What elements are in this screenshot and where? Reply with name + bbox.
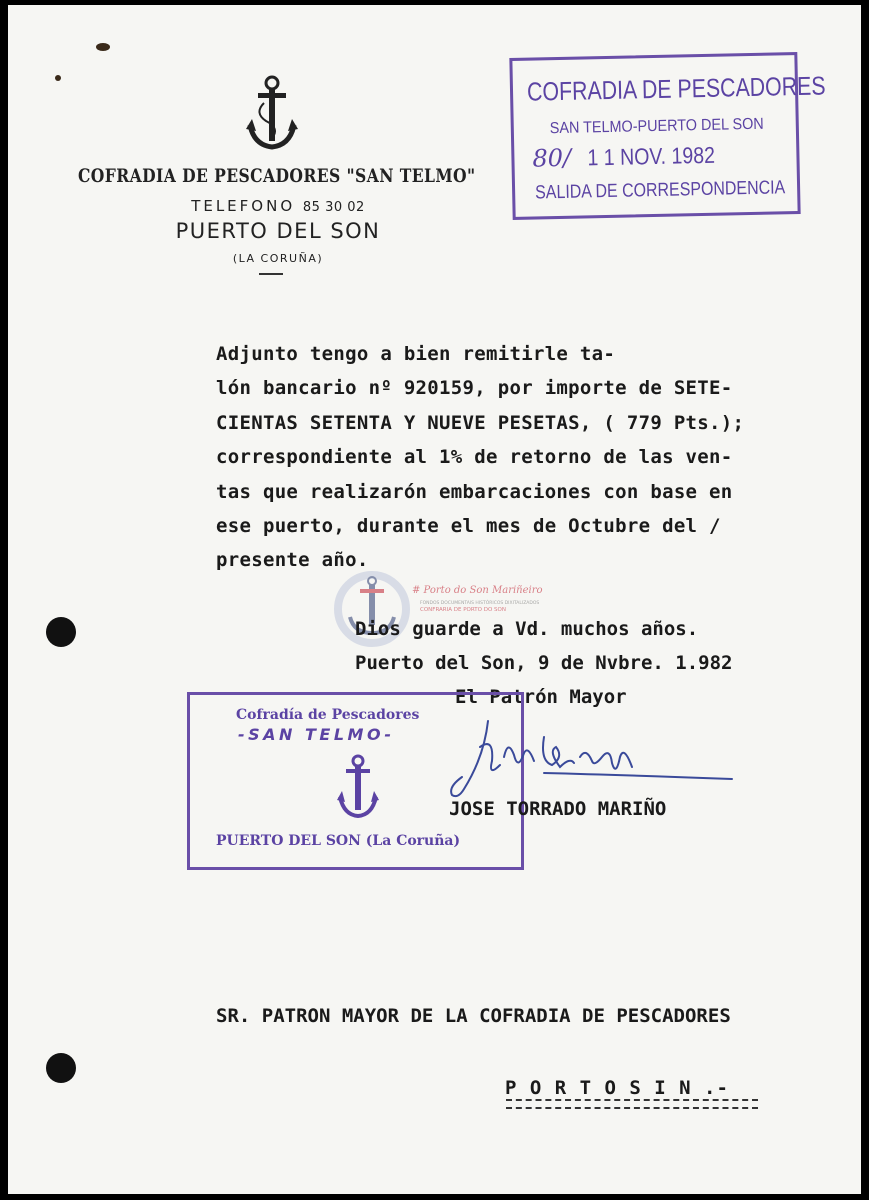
- letterhead-name: COFRADIA DE PESCADORES "SAN TELMO": [78, 165, 476, 187]
- letterhead-divider: [259, 273, 283, 275]
- anchor-logo-icon: [244, 73, 300, 155]
- stamp-number: 80/: [532, 143, 572, 173]
- watermark-org: CONFRARIA DE PORTO DO SON: [420, 607, 506, 613]
- stamp-date: 1 1 NOV. 1982: [587, 141, 716, 171]
- letterhead-province: (LA CORUÑA): [232, 252, 324, 265]
- destination-line: P O R T O S I N .-: [505, 1077, 729, 1099]
- outgoing-mail-stamp: [509, 52, 826, 220]
- ink-smudge: [55, 75, 61, 81]
- letter-body: Adjunto tengo a bien remitirle ta- lón bancario nº 920159, por importe de SETE- CIENTAS SETENTA Y NUEVE PESETAS, ( 779 Pts.); correspondiente al 1% de retorno de las ven- tas que realizarón embarcaciones con base en ese puerto, durante el mes de Octubre del / presente año.: [216, 343, 745, 572]
- stamp-date-line: [532, 140, 738, 173]
- closing-role: El Patrón Mayor: [455, 686, 627, 708]
- ink-smudge: [96, 43, 110, 51]
- letter-page: [8, 5, 861, 1194]
- handwritten-signature: [444, 717, 744, 807]
- seal-line-2: -SAN TELMO-: [238, 725, 395, 744]
- punch-hole: [46, 1053, 76, 1083]
- seal-line-1: Cofradía de Pescadores: [236, 707, 420, 723]
- addressee-line: SR. PATRON MAYOR DE LA COFRADIA DE PESCADORES: [216, 1005, 731, 1027]
- stamp-line-2: SAN TELMO-PUERTO DEL SON: [549, 115, 764, 138]
- seal-line-3: PUERTO DEL SON (La Coruña): [216, 833, 461, 849]
- stamp-line-4: SALIDA DE CORRESPONDENCIA: [534, 177, 786, 204]
- stamp-line-1: COFRADIA DE PESCADORES: [526, 70, 826, 107]
- watermark-subtitle: FONDOS DOCUMENTAIS HISTÓRICOS DIXITALIZADOS: [420, 601, 540, 606]
- closing-greeting: Dios guarde a Vd. muchos años.: [355, 618, 699, 640]
- letterhead-port: PUERTO DEL SON: [175, 219, 381, 243]
- seal-anchor-icon: [336, 753, 380, 823]
- punch-hole: [46, 617, 76, 647]
- watermark-title: # Porto do Son Mariñeiro: [412, 585, 543, 596]
- letterhead-phone: [128, 197, 428, 215]
- closing-place-date: Puerto del Son, 9 de Nvbre. 1.982: [355, 652, 733, 674]
- phone-number: 85 30 02: [302, 200, 365, 215]
- phone-label: TELEFONO: [191, 197, 296, 215]
- destination-underline: [506, 1099, 758, 1109]
- signer-name: JOSE TORRADO MARIÑO: [449, 798, 667, 820]
